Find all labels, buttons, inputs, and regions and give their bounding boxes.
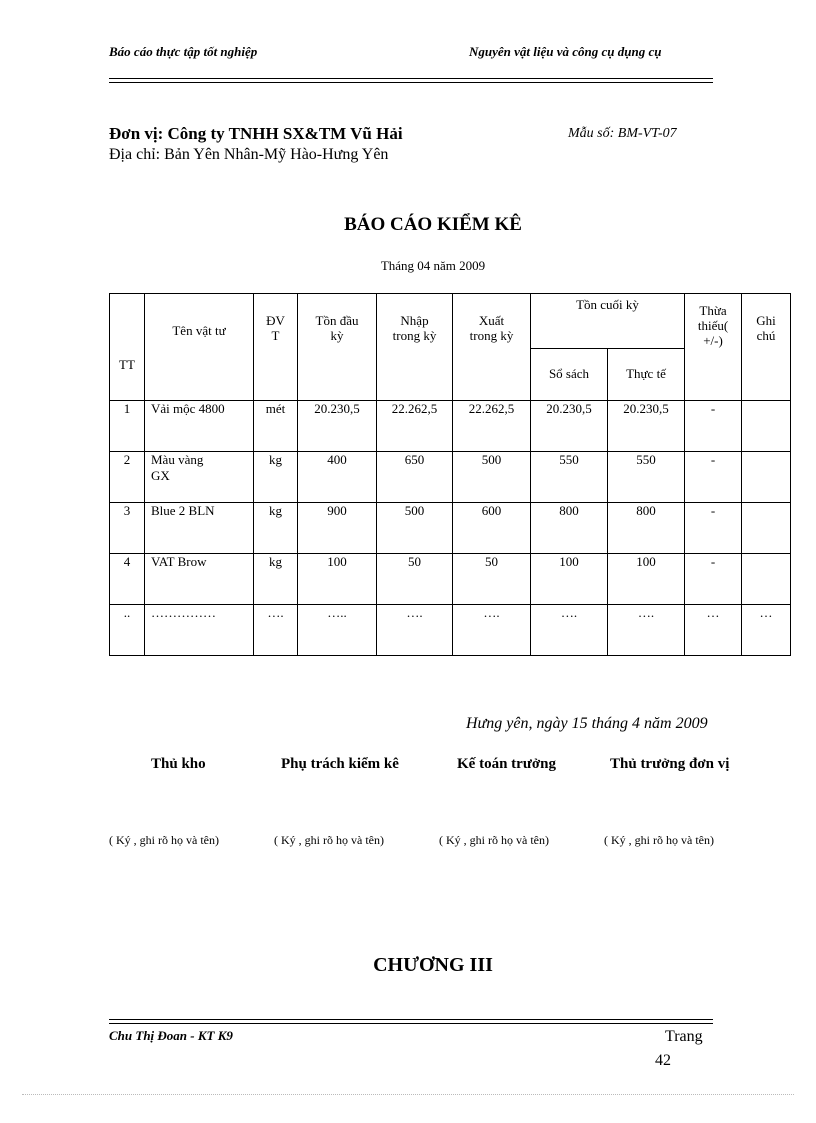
cell-note: … (742, 605, 791, 656)
cell-import: 22.262,5 (377, 401, 453, 452)
table-row (110, 605, 791, 656)
place-date: Hưng yên, ngày 15 tháng 4 năm 2009 (466, 715, 708, 732)
header-export: Xuất trong kỳ (453, 294, 531, 401)
signature-note: ( Ký , ghi rõ họ và tên) (274, 833, 384, 847)
header-tt: TT (110, 294, 145, 401)
page-bottom-divider (22, 1094, 794, 1095)
form-number: Mẫu số: BM-VT-07 (568, 126, 677, 141)
cell-book: 800 (531, 503, 608, 554)
header-right: Nguyên vật liệu và công cụ dụng cụ (469, 44, 662, 59)
header-opening: Tồn đầu kỳ (298, 294, 377, 401)
report-period: Tháng 04 năm 2009 (380, 258, 486, 273)
header-difference: Thừa thiếu( +/-) (685, 294, 742, 401)
cell-export: 500 (453, 452, 531, 503)
cell-import: 650 (377, 452, 453, 503)
table-row (110, 401, 791, 452)
footer-rule-top (109, 1019, 713, 1020)
signature-title-director: Thủ trưởng đơn vị (610, 756, 730, 772)
cell-actual: …. (608, 605, 685, 656)
cell-difference: - (685, 503, 742, 554)
cell-name: Blue 2 BLN (145, 503, 254, 554)
cell-difference: - (685, 452, 742, 503)
cell-tt: .. (110, 605, 145, 656)
cell-note (742, 452, 791, 503)
cell-name: VAT Brow (145, 554, 254, 605)
signature-note: ( Ký , ghi rõ họ và tên) (109, 833, 219, 847)
cell-export: 22.262,5 (453, 401, 531, 452)
header-rule-top (109, 78, 713, 79)
cell-difference: - (685, 554, 742, 605)
cell-unit: kg (254, 452, 298, 503)
cell-difference: - (685, 401, 742, 452)
header-unit: ĐV T (254, 294, 298, 401)
table-header-row (110, 294, 791, 349)
cell-actual: 20.230,5 (608, 401, 685, 452)
footer-author: Chu Thị Đoan - KT K9 (109, 1028, 233, 1043)
cell-book: 100 (531, 554, 608, 605)
signature-title-storekeeper: Thủ kho (151, 756, 206, 772)
cell-book: 550 (531, 452, 608, 503)
signature-note: ( Ký , ghi rõ họ và tên) (439, 833, 549, 847)
company-address: Địa chỉ: Bản Yên Nhân-Mỹ Hào-Hưng Yên (109, 146, 389, 163)
header-closing: Tồn cuối kỳ (531, 294, 685, 349)
cell-unit: kg (254, 503, 298, 554)
cell-actual: 100 (608, 554, 685, 605)
cell-tt: 2 (110, 452, 145, 503)
cell-name: Vải mộc 4800 (145, 401, 254, 452)
header-rule-bottom (109, 82, 713, 83)
cell-tt: 4 (110, 554, 145, 605)
cell-unit: mét (254, 401, 298, 452)
footer-page-number: 42 (655, 1052, 671, 1069)
cell-import: 500 (377, 503, 453, 554)
cell-difference: … (685, 605, 742, 656)
cell-book: …. (531, 605, 608, 656)
cell-opening: ….. (298, 605, 377, 656)
cell-unit: kg (254, 554, 298, 605)
company-unit: Đơn vị: Công ty TNHH SX&TM Vũ Hải (109, 124, 403, 143)
table-row (110, 503, 791, 554)
cell-note (742, 503, 791, 554)
cell-name: Màu vàng GX (145, 452, 254, 503)
cell-import: 50 (377, 554, 453, 605)
cell-unit: …. (254, 605, 298, 656)
header-left: Báo cáo thực tập tốt nghiệp (109, 44, 258, 59)
cell-note (742, 554, 791, 605)
cell-tt: 3 (110, 503, 145, 554)
header-actual: Thực tế (608, 349, 685, 401)
cell-note (742, 401, 791, 452)
cell-opening: 20.230,5 (298, 401, 377, 452)
cell-export: 600 (453, 503, 531, 554)
signature-title-accountant: Kế toán trưởng (457, 756, 556, 772)
footer-rule-bottom (109, 1023, 713, 1024)
cell-export: 50 (453, 554, 531, 605)
header-name: Tên vật tư (145, 294, 254, 401)
header-import: Nhập trong kỳ (377, 294, 453, 401)
cell-tt: 1 (110, 401, 145, 452)
cell-opening: 400 (298, 452, 377, 503)
report-title: BÁO CÁO KIỂM KÊ (344, 214, 522, 235)
cell-book: 20.230,5 (531, 401, 608, 452)
table-row (110, 452, 791, 503)
cell-actual: 550 (608, 452, 685, 503)
header-book: Sổ sách (531, 349, 608, 401)
table-row (110, 554, 791, 605)
cell-actual: 800 (608, 503, 685, 554)
cell-opening: 900 (298, 503, 377, 554)
footer-page-label: Trang (665, 1028, 703, 1045)
cell-import: …. (377, 605, 453, 656)
inventory-table (109, 293, 791, 656)
signature-note: ( Ký , ghi rõ họ và tên) (604, 833, 714, 847)
cell-opening: 100 (298, 554, 377, 605)
cell-name: …………… (145, 605, 254, 656)
chapter-heading: CHƯƠNG III (373, 954, 493, 976)
cell-export: …. (453, 605, 531, 656)
header-note: Ghi chú (742, 294, 791, 401)
signature-title-inspector: Phụ trách kiểm kê (281, 756, 399, 772)
